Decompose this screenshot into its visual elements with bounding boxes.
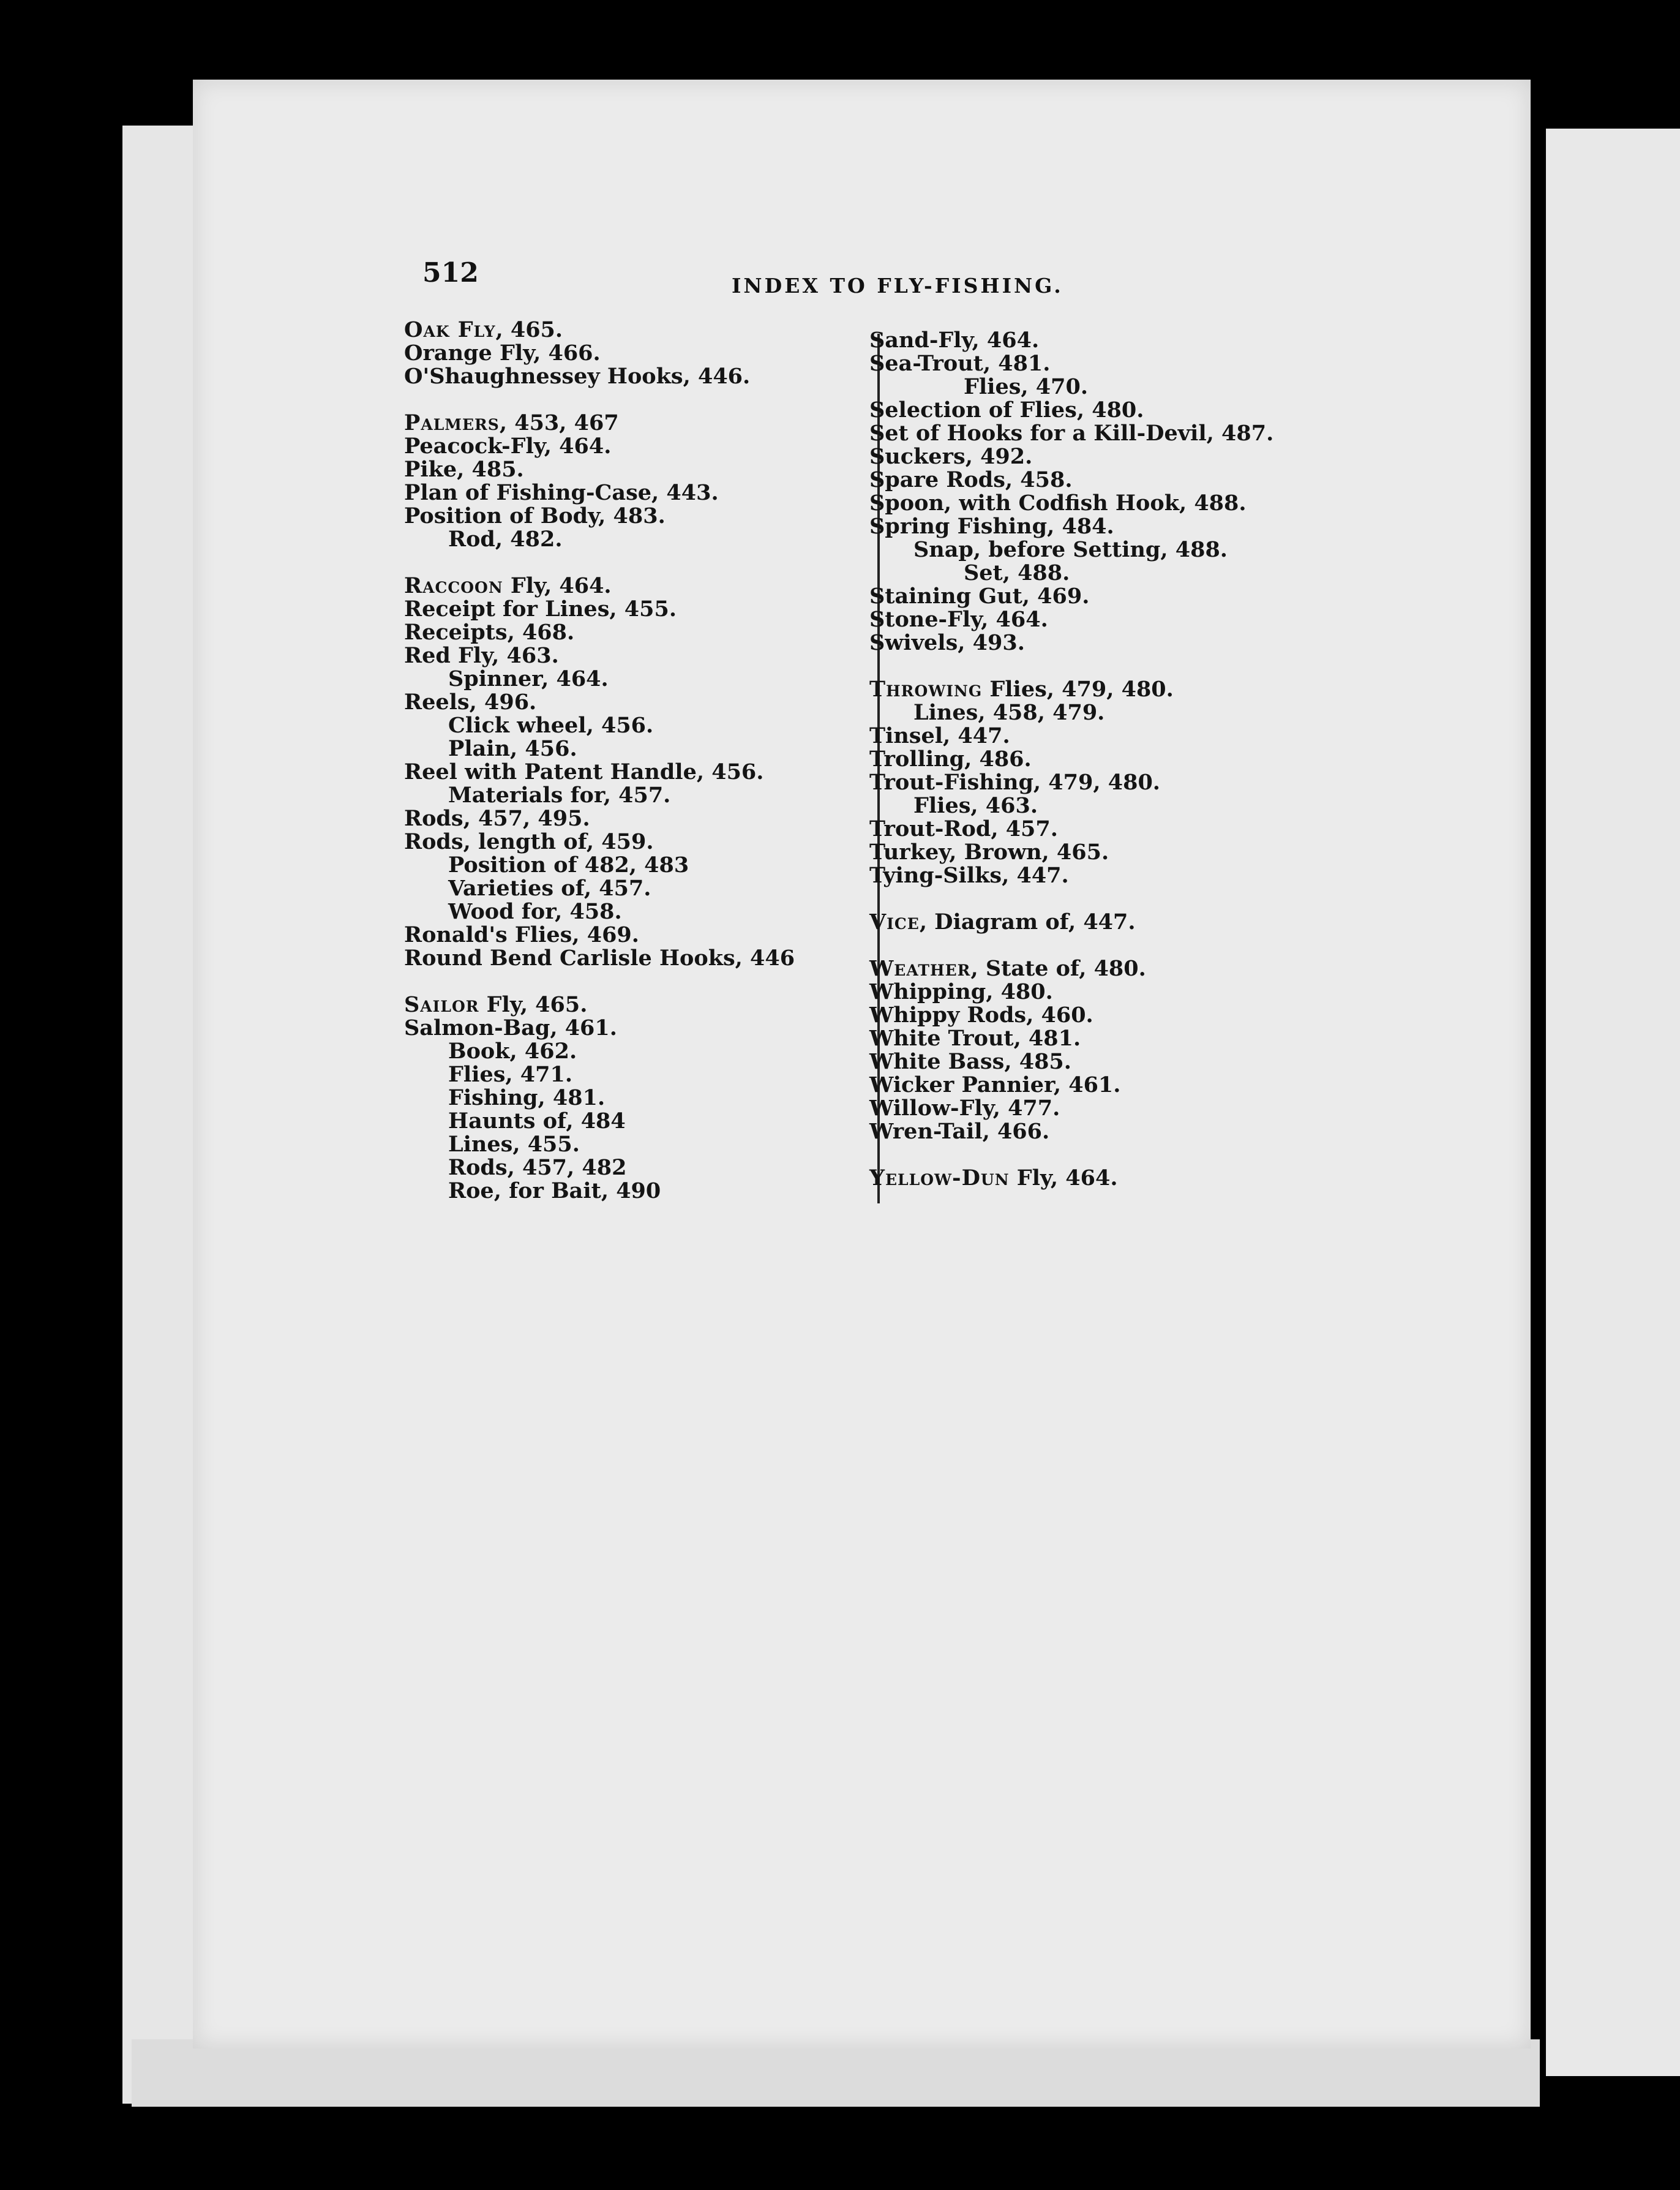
index-entry bbox=[869, 748, 1335, 771]
index-entry-text: Set, 488. bbox=[964, 560, 1070, 585]
index-entry-text: Selection of Flies, 480. bbox=[869, 397, 1144, 423]
index-entry bbox=[869, 562, 1335, 585]
index-entry-text: White Bass, 485. bbox=[869, 1049, 1071, 1074]
index-entry bbox=[404, 1133, 882, 1156]
index-entry-text: Ronald's Flies, 469. bbox=[404, 922, 639, 947]
index-entry bbox=[404, 737, 882, 761]
index-entry-text: Spoon, with Codfish Hook, 488. bbox=[869, 491, 1247, 516]
index-entry-text: Spinner, 464. bbox=[448, 666, 609, 691]
index-entry-text: Lines, 455. bbox=[448, 1132, 580, 1157]
index-entry-text: O'Shaughnessey Hooks, 446. bbox=[404, 364, 751, 389]
index-entry bbox=[404, 1040, 882, 1063]
page-number: 512 bbox=[422, 257, 479, 288]
index-entry-text: Salmon-Bag, 461. bbox=[404, 1015, 617, 1040]
index-entry-text: Reel with Patent Handle, 456. bbox=[404, 759, 764, 785]
index-entry-text: Wood for, 458. bbox=[448, 899, 622, 924]
index-entry-text: Reels, 496. bbox=[404, 690, 537, 715]
index-entry bbox=[869, 422, 1335, 445]
index-entry-lead: Palmers bbox=[404, 410, 500, 435]
index-entry bbox=[404, 691, 882, 714]
index-entry-text: Rod, 482. bbox=[448, 527, 563, 552]
index-entry bbox=[404, 1017, 882, 1040]
index-entry-text: Flies, 470. bbox=[964, 374, 1089, 399]
index-entry-text: Position of 482, 483 bbox=[448, 852, 689, 878]
index-entry-text: Rods, 457, 482 bbox=[448, 1155, 627, 1180]
index-entry bbox=[404, 318, 882, 342]
index-entry bbox=[404, 644, 882, 668]
index-entry bbox=[869, 957, 1335, 980]
index-entry bbox=[869, 1050, 1335, 1074]
index-entry-text: Whippy Rods, 460. bbox=[869, 1003, 1093, 1028]
index-entry-text: Spare Rods, 458. bbox=[869, 467, 1073, 492]
index-entry bbox=[404, 714, 882, 737]
index-entry bbox=[869, 864, 1335, 887]
index-entry-text: Round Bend Carlisle Hooks, 446 bbox=[404, 946, 795, 971]
index-entry bbox=[404, 1086, 882, 1110]
index-entry-text: Fly, 465. bbox=[479, 992, 588, 1017]
index-entry bbox=[404, 807, 882, 830]
index-entry-text: Swivels, 493. bbox=[869, 630, 1025, 655]
index-entry bbox=[869, 492, 1335, 515]
index-entry-text: Orange Fly, 466. bbox=[404, 341, 601, 366]
index-entry-text: Lines, 458, 479. bbox=[913, 700, 1105, 725]
index-entry-text: Stone-Fly, 464. bbox=[869, 607, 1048, 632]
index-entry-text: Roe, for Bait, 490 bbox=[448, 1178, 661, 1203]
index-entry bbox=[869, 794, 1335, 818]
index-entry bbox=[869, 352, 1335, 375]
index-entry-lead: Weather bbox=[869, 956, 971, 981]
index-entry-text: Receipts, 468. bbox=[404, 620, 575, 645]
index-entry bbox=[869, 1004, 1335, 1027]
index-entry-text: Rods, length of, 459. bbox=[404, 829, 654, 854]
index-entry-text: White Trout, 481. bbox=[869, 1026, 1081, 1051]
index-entry-text: Varieties of, 457. bbox=[448, 876, 651, 901]
index-entry bbox=[869, 1027, 1335, 1050]
index-entry bbox=[869, 538, 1335, 562]
index-entry bbox=[869, 1167, 1335, 1190]
index-entry bbox=[869, 329, 1335, 352]
index-entry-text: Flies, 463. bbox=[913, 793, 1038, 818]
index-entry-text: Trout-Fishing, 479, 480. bbox=[869, 770, 1160, 795]
index-entry bbox=[404, 458, 882, 481]
index-entry-text: , Diagram of, 447. bbox=[919, 909, 1136, 935]
index-entry-text: Plan of Fishing-Case, 443. bbox=[404, 480, 719, 505]
index-entry bbox=[869, 468, 1335, 492]
index-entry-text: , State of, 480. bbox=[970, 956, 1146, 981]
index-entry-text: Book, 462. bbox=[448, 1039, 577, 1064]
index-entry-text: Snap, before Setting, 488. bbox=[913, 537, 1228, 562]
index-entry-text: Pike, 485. bbox=[404, 457, 524, 482]
index-entry bbox=[404, 830, 882, 854]
index-entry bbox=[869, 724, 1335, 748]
index-entry bbox=[404, 435, 882, 458]
index-entry-text: , 453, 467 bbox=[499, 410, 619, 435]
index-entry-text: Tying-Silks, 447. bbox=[869, 863, 1069, 888]
index-entry bbox=[404, 528, 882, 551]
index-entry-text: Fly, 464. bbox=[1009, 1165, 1118, 1191]
index-column-right bbox=[869, 329, 1335, 1190]
next-page-edge bbox=[1546, 129, 1680, 2076]
index-entry-text: Fly, 464. bbox=[503, 573, 612, 598]
index-entry bbox=[869, 1097, 1335, 1120]
index-entry-lead: Sailor bbox=[404, 992, 479, 1017]
index-entry bbox=[869, 608, 1335, 631]
index-entry-text: Sand-Fly, 464. bbox=[869, 328, 1040, 353]
index-entry-text: Receipt for Lines, 455. bbox=[404, 596, 677, 622]
index-entry-text: Click wheel, 456. bbox=[448, 713, 654, 738]
index-entry bbox=[404, 1063, 882, 1086]
index-entry-lead: Oak Fly bbox=[404, 317, 496, 342]
index-entry-text: Materials for, 457. bbox=[448, 783, 671, 808]
index-entry-text: Staining Gut, 469. bbox=[869, 584, 1090, 609]
index-column-left bbox=[404, 318, 882, 1203]
index-entry bbox=[404, 342, 882, 365]
index-entry-text: Flies, 471. bbox=[448, 1062, 573, 1087]
index-entry bbox=[869, 399, 1335, 422]
index-entry-lead: Raccoon bbox=[404, 573, 503, 598]
index-entry bbox=[869, 585, 1335, 608]
index-entry-text: Trolling, 486. bbox=[869, 747, 1032, 772]
index-entry bbox=[869, 911, 1335, 934]
index-entry bbox=[404, 621, 882, 644]
running-head: INDEX TO FLY-FISHING. bbox=[732, 274, 1063, 298]
index-entry bbox=[404, 412, 882, 435]
index-entry bbox=[404, 900, 882, 924]
page-stack-bottom-edge bbox=[132, 2039, 1540, 2107]
index-entry-text: Position of Body, 483. bbox=[404, 503, 666, 529]
index-entry-text: Set of Hooks for a Kill-Devil, 487. bbox=[869, 421, 1274, 446]
index-entry-text: Red Fly, 463. bbox=[404, 643, 559, 668]
index-entry-text: Rods, 457, 495. bbox=[404, 806, 590, 831]
index-entry bbox=[869, 771, 1335, 794]
index-entry bbox=[404, 761, 882, 784]
index-entry-lead: Yellow-Dun bbox=[869, 1165, 1010, 1191]
index-entry bbox=[869, 678, 1335, 701]
index-entry bbox=[404, 598, 882, 621]
index-entry-lead: Vice bbox=[869, 909, 920, 935]
previous-page-edge bbox=[122, 126, 202, 2104]
index-entry-text: Wren-Tail, 466. bbox=[869, 1119, 1050, 1144]
index-entry bbox=[404, 365, 882, 388]
index-entry bbox=[404, 784, 882, 807]
index-entry-text: , 465. bbox=[495, 317, 563, 342]
index-entry bbox=[869, 1074, 1335, 1097]
index-entry-text: Flies, 479, 480. bbox=[982, 677, 1174, 702]
index-entry bbox=[404, 947, 882, 970]
index-entry-text: Sea-Trout, 481. bbox=[869, 351, 1051, 376]
index-entry bbox=[404, 1110, 882, 1133]
index-entry bbox=[869, 1120, 1335, 1143]
index-entry-text: Tinsel, 447. bbox=[869, 723, 1010, 748]
index-entry bbox=[404, 668, 882, 691]
index-entry-text: Peacock-Fly, 464. bbox=[404, 434, 612, 459]
index-entry bbox=[404, 924, 882, 947]
index-entry bbox=[869, 980, 1335, 1004]
index-entry bbox=[404, 854, 882, 877]
index-entry-text: Willow-Fly, 477. bbox=[869, 1096, 1060, 1121]
index-entry bbox=[869, 701, 1335, 724]
index-entry bbox=[869, 515, 1335, 538]
index-entry-text: Fishing, 481. bbox=[448, 1085, 606, 1110]
index-entry-text: Haunts of, 484 bbox=[448, 1108, 626, 1134]
index-entry-text: Plain, 456. bbox=[448, 736, 577, 761]
index-entry-text: Trout-Rod, 457. bbox=[869, 816, 1058, 841]
index-entry-text: Turkey, Brown, 465. bbox=[869, 840, 1109, 865]
index-entry bbox=[869, 631, 1335, 655]
index-entry bbox=[869, 841, 1335, 864]
index-entry-text: Whipping, 480. bbox=[869, 979, 1053, 1004]
index-entry bbox=[404, 877, 882, 900]
index-entry bbox=[404, 481, 882, 505]
index-entry bbox=[404, 574, 882, 598]
index-entry-text: Spring Fishing, 484. bbox=[869, 514, 1114, 539]
index-entry bbox=[869, 818, 1335, 841]
index-entry bbox=[869, 445, 1335, 468]
index-entry-lead: Throwing bbox=[869, 677, 983, 702]
index-entry bbox=[404, 1156, 882, 1180]
index-entry bbox=[869, 375, 1335, 399]
index-entry-text: Wicker Pannier, 461. bbox=[869, 1072, 1121, 1097]
index-entry-text: Suckers, 492. bbox=[869, 444, 1033, 469]
index-entry bbox=[404, 1180, 882, 1203]
index-entry bbox=[404, 993, 882, 1017]
index-entry bbox=[404, 505, 882, 528]
